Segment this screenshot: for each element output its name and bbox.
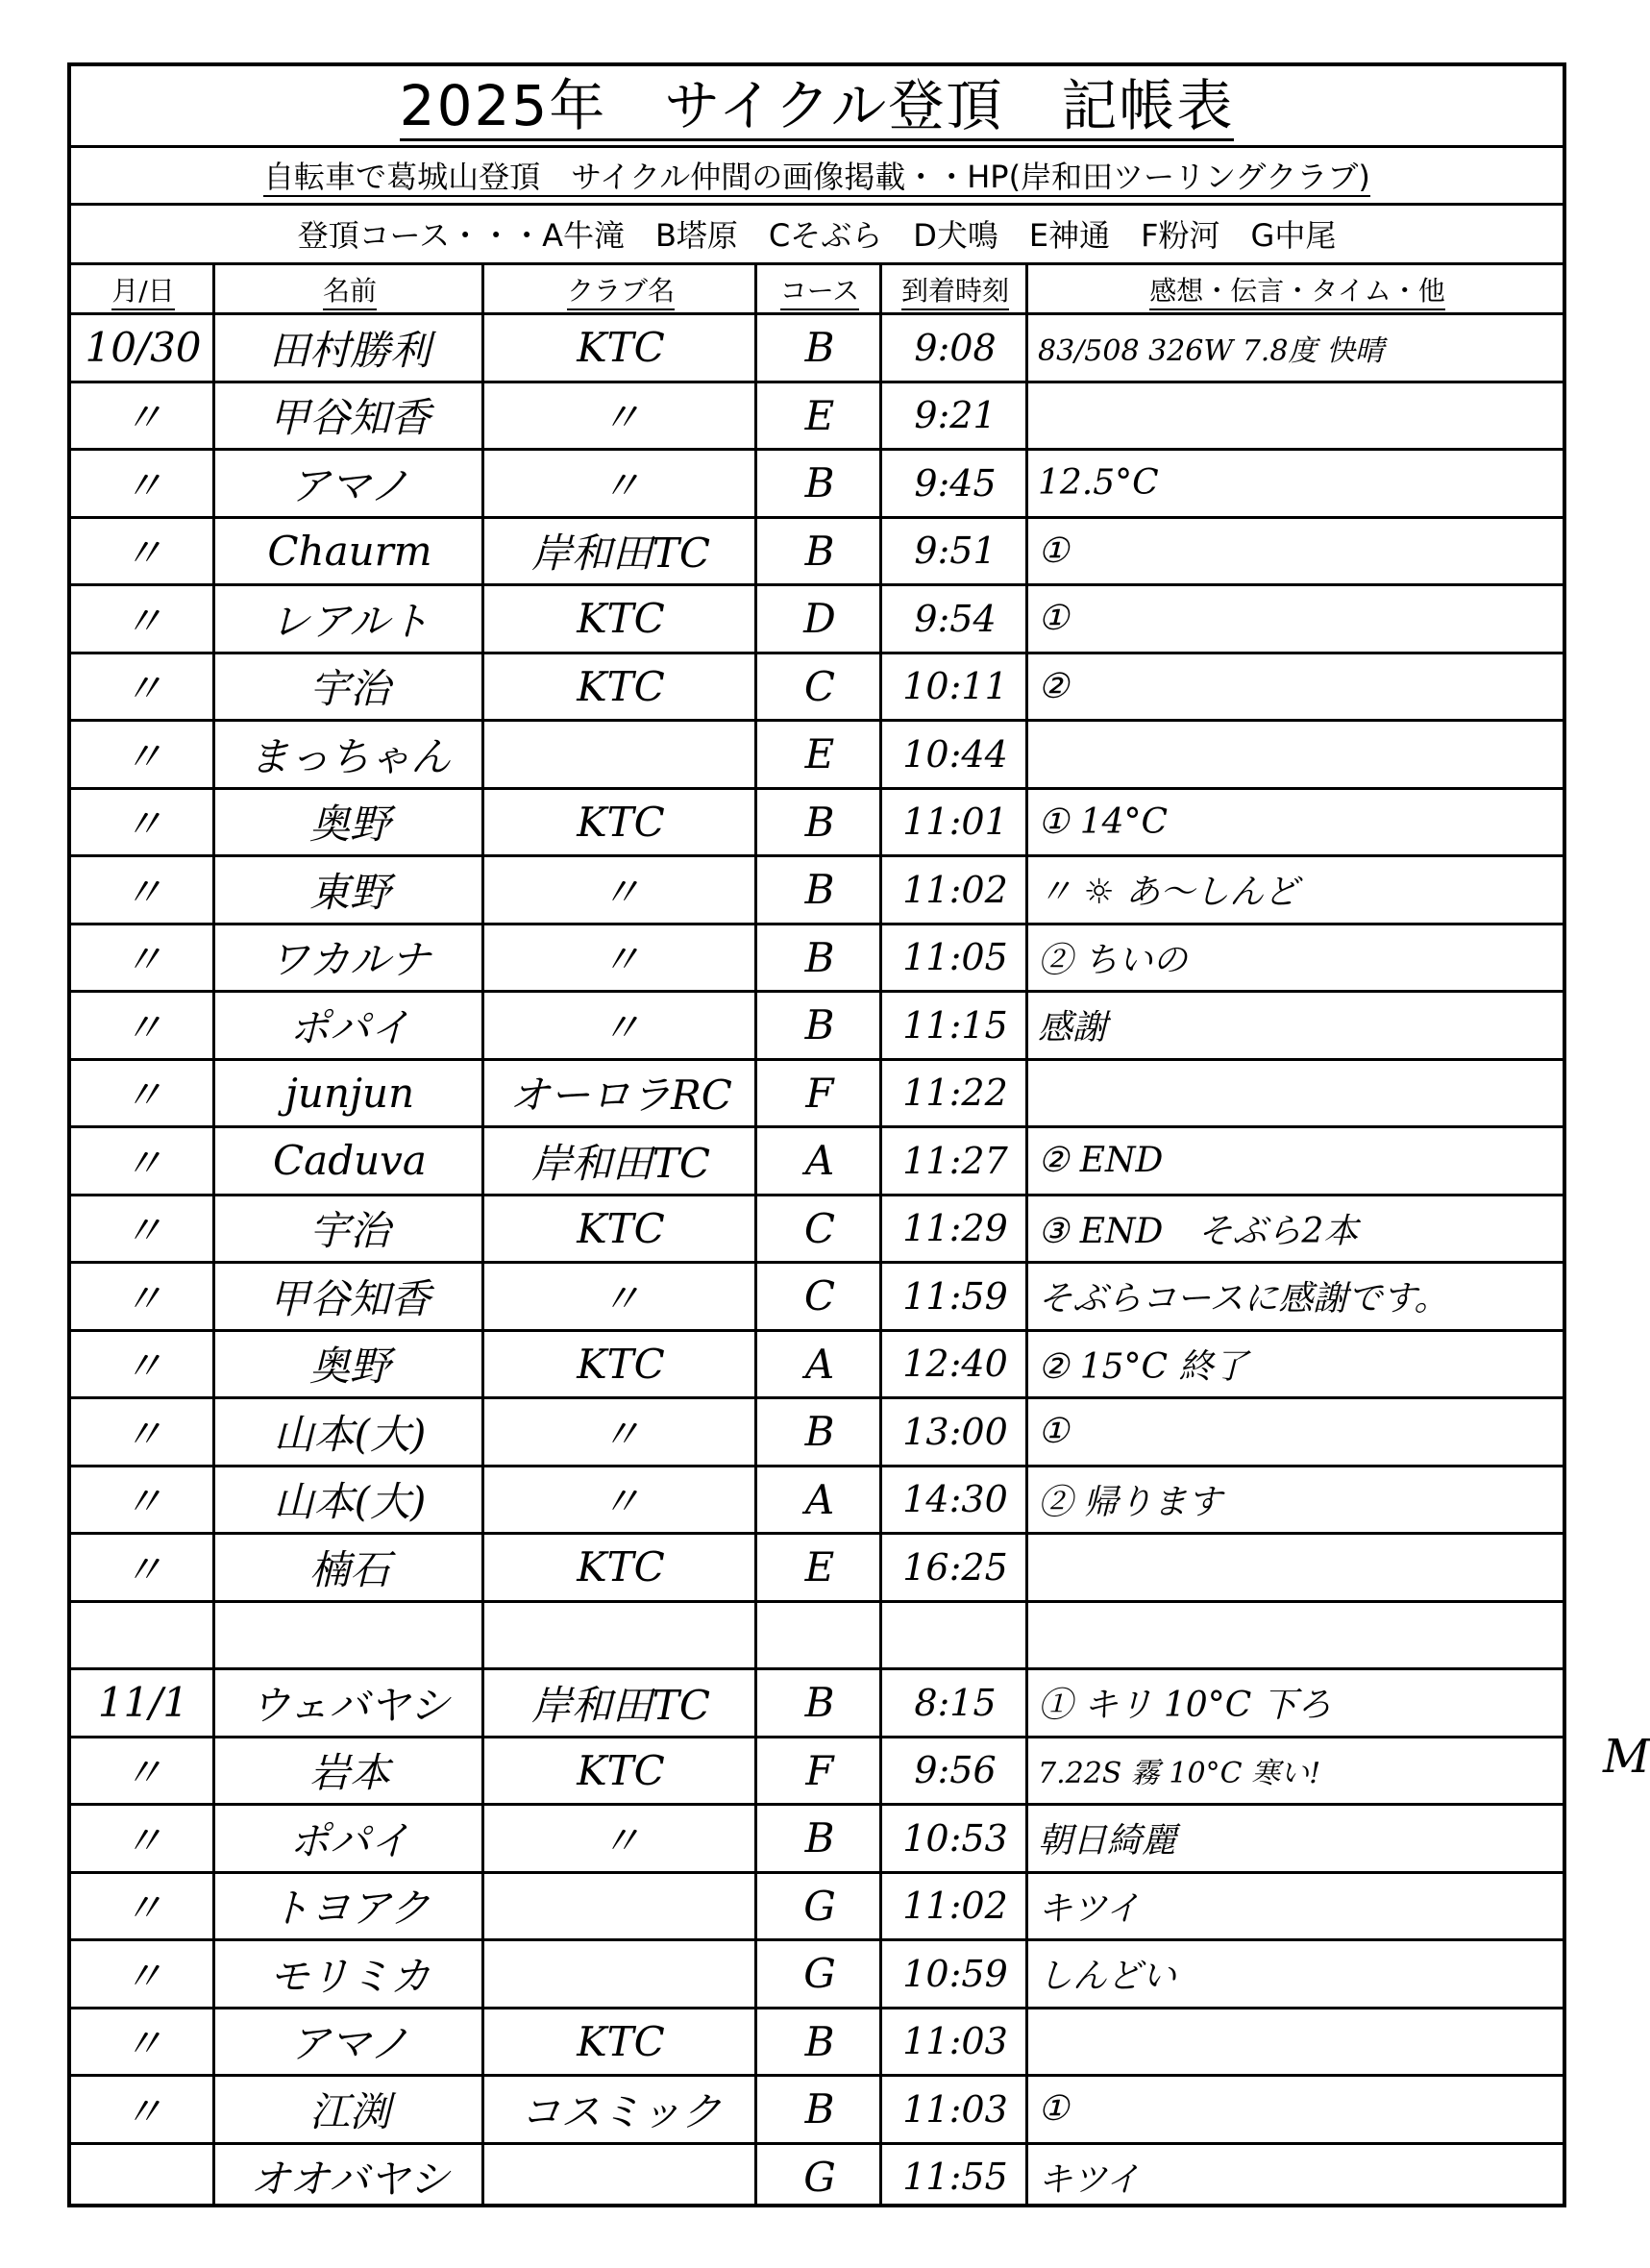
row-club: KTC	[577, 324, 665, 371]
header-club-label: クラブ名	[567, 270, 675, 310]
row-name: モリミカ	[268, 1952, 431, 2000]
row-club: KTC	[577, 662, 665, 710]
row-comment: 12.5°C	[1038, 463, 1159, 503]
row-date: 〃	[122, 2020, 163, 2067]
row-club: 〃	[600, 1816, 641, 1864]
row-date: 〃	[122, 1885, 163, 1932]
row-name: 宇治	[308, 665, 390, 712]
row-club: 岸和田TC	[530, 1139, 711, 1187]
row-club: 〃	[600, 1003, 641, 1051]
row-course: B	[804, 1001, 835, 1048]
table-row	[71, 516, 1563, 583]
table-row	[71, 923, 1563, 990]
row-club: 〃	[600, 461, 641, 509]
row-time: 10:59	[902, 1952, 1008, 1995]
table-row	[71, 2007, 1563, 2074]
header-comment	[1028, 265, 1566, 315]
row-course: C	[803, 662, 836, 710]
table-row	[71, 381, 1563, 448]
row-club: 〃	[600, 1478, 641, 1525]
row-time: 11:05	[902, 936, 1008, 978]
row-name: トヨアク	[269, 1885, 431, 1932]
table-row	[71, 2142, 1563, 2209]
row-date: 〃	[122, 1003, 163, 1051]
row-name: レアルト	[269, 597, 431, 645]
header-name	[215, 265, 484, 315]
row-comment	[1028, 1535, 1566, 1599]
row-time	[882, 1603, 1028, 1667]
subtitle-text: 自転車で葛城山登頂 サイクル仲間の画像掲載・・HP(岸和田ツーリングクラブ)	[263, 159, 1370, 195]
table-row	[71, 1194, 1563, 1261]
row-time: 11:03	[902, 2020, 1008, 2062]
row-club: KTC	[577, 1340, 665, 1388]
row-time: 9:21	[914, 394, 997, 436]
row-comment: ③ END そぶら2本	[1038, 1211, 1359, 1251]
row-time: 11:22	[902, 1072, 1008, 1114]
row-club: 岸和田TC	[530, 530, 711, 577]
header-date-label: 月/日	[111, 270, 174, 310]
row-comment	[1028, 2009, 1566, 2074]
row-club: コスミック	[520, 2087, 722, 2135]
table-row	[71, 2074, 1563, 2141]
row-date: 〃	[122, 394, 163, 441]
row-course: C	[803, 1204, 836, 1252]
row-club: 岸和田TC	[530, 1681, 711, 1729]
row-date: 〃	[122, 1072, 163, 1119]
row-course: B	[804, 2085, 835, 2132]
row-name: 奥野	[308, 801, 390, 848]
row-comment: ② 帰ります	[1038, 1482, 1222, 1522]
row-time: 11:15	[902, 1003, 1008, 1047]
table-row	[71, 1600, 1563, 1667]
row-date: 〃	[122, 1207, 163, 1254]
row-name: 宇治	[308, 1207, 390, 1254]
row-course: B	[804, 324, 835, 371]
row-name: 甲谷知香	[268, 1274, 431, 1322]
row-course: E	[804, 730, 835, 777]
table-row	[71, 1803, 1563, 1870]
subtitle	[71, 145, 1563, 206]
row-comment: そぶらコースに感謝です。	[1038, 1279, 1449, 1319]
row-course: B	[804, 1814, 835, 1861]
row-club: 〃	[600, 1274, 641, 1322]
table-row	[71, 719, 1563, 786]
row-comment	[1028, 1603, 1566, 1667]
row-course: G	[803, 1950, 836, 1997]
row-date	[71, 1603, 215, 1667]
row-date: 〃	[122, 732, 163, 780]
header-date	[71, 265, 215, 315]
row-club: 〃	[600, 936, 641, 983]
row-date: 〃	[122, 2087, 163, 2135]
row-name: アマノ	[289, 461, 410, 509]
row-time: 10:53	[902, 1816, 1008, 1860]
logbook-sheet	[67, 62, 1566, 2207]
table-row	[71, 1329, 1563, 1396]
row-name: Chaurm	[267, 527, 432, 575]
row-course: A	[804, 1137, 835, 1184]
row-name: ポパイ	[288, 1816, 410, 1864]
row-course: G	[803, 1882, 836, 1930]
row-course: E	[804, 391, 835, 439]
row-course: A	[804, 1340, 835, 1388]
row-date: 〃	[122, 1410, 163, 1458]
row-comment: ①	[1038, 530, 1070, 571]
table-header	[71, 262, 1563, 315]
row-club: KTC	[577, 1746, 665, 1794]
table-row	[71, 1396, 1563, 1464]
row-course: B	[804, 866, 835, 913]
row-time: 9:56	[914, 1749, 997, 1791]
row-comment: 感謝	[1038, 1008, 1108, 1048]
row-date: 〃	[122, 530, 163, 577]
row-comment: ①	[1038, 1412, 1070, 1451]
row-date: 〃	[122, 1478, 163, 1525]
row-date	[71, 2145, 215, 2209]
table-row	[71, 652, 1563, 719]
table-row	[71, 1125, 1563, 1193]
row-date: 11/1	[97, 1679, 189, 1726]
row-comment: ② 15°C 終了	[1038, 1346, 1248, 1387]
row-date: 〃	[122, 1274, 163, 1322]
row-course: C	[803, 1272, 836, 1319]
row-name	[215, 1603, 484, 1667]
row-name: ワカルナ	[268, 936, 431, 983]
row-date: 〃	[122, 1952, 163, 2000]
row-comment: キツイ	[1038, 1888, 1141, 1929]
row-name: ウェバヤシ	[250, 1681, 450, 1729]
row-time: 8:15	[914, 1681, 997, 1724]
header-club	[484, 265, 757, 315]
row-time: 11:02	[902, 1885, 1008, 1927]
row-club: KTC	[577, 1543, 665, 1590]
table-row	[71, 1736, 1563, 1803]
row-course: B	[804, 2017, 835, 2065]
row-date: 〃	[122, 936, 163, 983]
row-comment: ①	[1038, 599, 1070, 638]
row-club	[484, 1874, 757, 1938]
row-comment: キツイ	[1038, 2159, 1141, 2200]
row-time: 11:01	[902, 801, 1008, 843]
row-name: 山本(大)	[273, 1478, 427, 1525]
row-course: E	[804, 1543, 835, 1590]
header-course-label: コース	[780, 270, 860, 310]
row-club: 〃	[600, 1410, 641, 1458]
row-comment: ①	[1038, 2089, 1070, 2129]
row-comment: 朝日綺麗	[1038, 1821, 1177, 1861]
row-course: B	[804, 1408, 835, 1455]
row-course: A	[804, 1475, 835, 1523]
row-time: 9:51	[914, 530, 997, 572]
row-name: オオバヤシ	[250, 2156, 450, 2203]
row-date: 〃	[122, 1749, 163, 1796]
row-date: 〃	[122, 801, 163, 848]
table-row	[71, 1871, 1563, 1938]
row-club	[484, 2145, 757, 2209]
table-row	[71, 990, 1563, 1057]
row-date: 〃	[122, 868, 163, 916]
page-title	[71, 66, 1563, 145]
row-course: B	[804, 933, 835, 981]
row-course: B	[804, 1679, 835, 1726]
row-date: 〃	[122, 461, 163, 509]
row-club: 〃	[600, 394, 641, 441]
row-course: B	[804, 459, 835, 506]
row-time: 11:03	[902, 2087, 1008, 2131]
row-time: 9:54	[914, 597, 997, 640]
row-comment: 7.22S 霧 10°C 寒い!	[1038, 1757, 1321, 1790]
row-course	[757, 1603, 882, 1667]
row-name: 岩本	[308, 1749, 390, 1796]
header-time-label: 到着時刻	[901, 270, 1009, 310]
row-date: 〃	[122, 597, 163, 645]
row-course: F	[805, 1069, 834, 1117]
row-name: 江渕	[308, 2087, 390, 2135]
row-date: 〃	[122, 665, 163, 712]
row-date: 〃	[122, 1545, 163, 1593]
row-club: KTC	[577, 2017, 665, 2065]
row-comment: ② END	[1038, 1141, 1164, 1180]
row-name: 甲谷知香	[268, 394, 431, 441]
table-row	[71, 1261, 1563, 1328]
row-comment: 83/508 326W 7.8度 快晴	[1038, 333, 1384, 368]
table-row	[71, 312, 1563, 380]
row-date: 〃	[122, 1343, 163, 1390]
row-date: 10/30	[85, 324, 202, 371]
row-comment: ② ちいの	[1038, 940, 1188, 980]
row-club	[484, 722, 757, 786]
table-row	[71, 854, 1563, 922]
row-comment: ① キリ 10°C 下ろ	[1038, 1686, 1332, 1725]
row-course: F	[805, 1746, 834, 1794]
row-club: KTC	[577, 798, 665, 846]
row-date: 〃	[122, 1816, 163, 1864]
table-row	[71, 1058, 1563, 1125]
row-name: アマノ	[289, 2020, 410, 2067]
row-club: オーロラRC	[509, 1072, 732, 1119]
row-time: 12:40	[902, 1343, 1008, 1385]
row-comment	[1028, 383, 1566, 448]
row-course: D	[803, 595, 836, 642]
title-text: 2025年 サイクル登頂 記帳表	[400, 73, 1235, 141]
row-comment: しんどい	[1038, 1957, 1177, 1996]
row-name: 東野	[308, 868, 390, 916]
table-row	[71, 1465, 1563, 1532]
header-time	[882, 265, 1028, 315]
row-date: 〃	[122, 1139, 163, 1187]
row-course: G	[803, 2153, 836, 2201]
row-name: まっちゃん	[248, 732, 451, 780]
row-time: 16:25	[902, 1545, 1008, 1589]
row-name: 田村勝利	[268, 326, 431, 374]
row-time: 10:44	[902, 732, 1008, 776]
table-row	[71, 583, 1563, 651]
row-club: 〃	[600, 868, 641, 916]
row-comment: ②	[1038, 666, 1070, 706]
row-comment: 〃 ☼ あ〜しんど	[1038, 873, 1299, 912]
row-name: junjun	[284, 1069, 415, 1117]
log-rows	[71, 312, 1563, 2204]
row-time: 14:30	[902, 1478, 1008, 1520]
header-name-label: 名前	[323, 270, 377, 310]
table-row	[71, 448, 1563, 515]
row-time: 10:11	[902, 665, 1008, 707]
row-comment: ① 14°C	[1038, 801, 1169, 842]
row-club	[484, 1603, 757, 1667]
row-time: 11:55	[902, 2156, 1008, 2198]
course-legend-text: 登頂コース・・・A牛滝 B塔原 Cそぶら D犬鳴 E神通 F粉河 G中尾	[297, 217, 1337, 254]
row-course: B	[804, 527, 835, 575]
table-row	[71, 1938, 1563, 2006]
table-row	[71, 1532, 1563, 1599]
row-name: 奥野	[308, 1343, 390, 1390]
row-time: 11:59	[902, 1274, 1008, 1318]
row-name: ポパイ	[288, 1003, 410, 1051]
course-legend	[71, 203, 1563, 265]
row-name: 山本(大)	[273, 1410, 427, 1458]
table-row	[71, 1667, 1563, 1735]
row-time: 11:27	[902, 1139, 1008, 1182]
table-row	[71, 787, 1563, 854]
row-course: B	[804, 798, 835, 846]
row-club: KTC	[577, 595, 665, 642]
margin-note: M	[1603, 1730, 1650, 1784]
row-comment	[1028, 722, 1566, 786]
header-course	[757, 265, 882, 315]
row-time: 13:00	[902, 1410, 1008, 1453]
row-name: 楠石	[308, 1545, 390, 1593]
row-time: 11:29	[902, 1207, 1008, 1249]
row-time: 9:45	[914, 461, 997, 505]
row-club: KTC	[577, 1204, 665, 1252]
row-time: 11:02	[902, 868, 1008, 911]
header-comment-label: 感想・伝言・タイム・他	[1149, 270, 1444, 310]
row-name: Caduva	[273, 1137, 427, 1184]
row-club	[484, 1941, 757, 2006]
row-time: 9:08	[914, 326, 997, 369]
row-comment	[1028, 1061, 1566, 1125]
